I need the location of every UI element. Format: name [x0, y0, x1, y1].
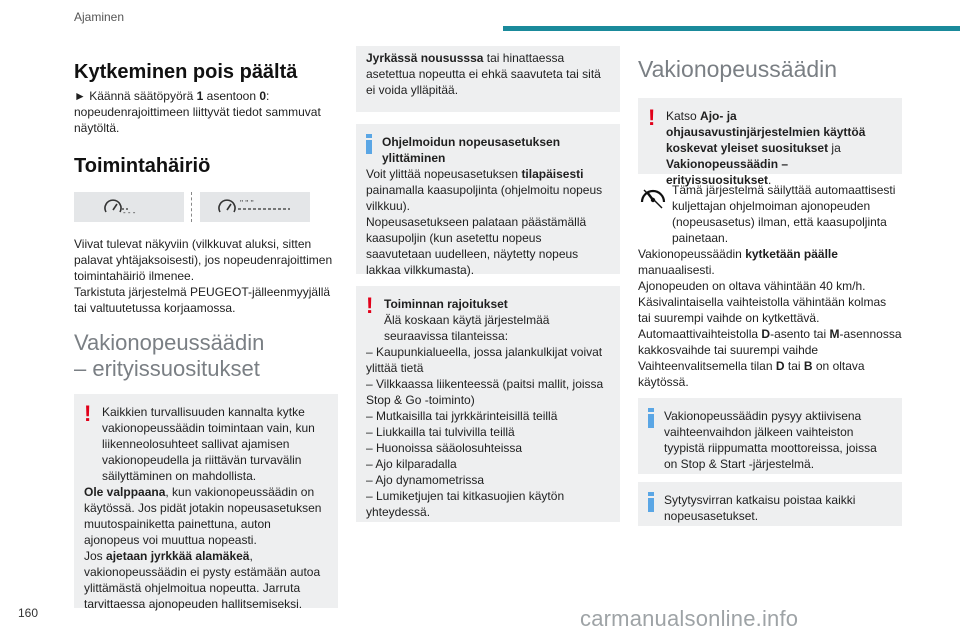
- warning-icon: !: [366, 293, 374, 318]
- column-1: [74, 60, 338, 611]
- cruise-intro: [638, 182, 902, 246]
- warning-text-b: Ole valppaana, kun vakionopeussäädin on käytössä. Jos pidät jotakin nopeusasetuksen muutospainiketta painettuna, auton ajonopeus voi muuttua nopeasti.: [84, 485, 322, 547]
- heading-cruise-control: Vakionopeussäädin: [638, 56, 838, 82]
- column-3: [638, 46, 902, 526]
- ignition-text: Sytytysvirran katkaisu poistaa kaikki nopeusasetukset.: [664, 493, 856, 523]
- warning-icon: !: [84, 401, 92, 426]
- limits-list-item: – Ajo kilparadalla: [366, 457, 457, 471]
- cruise-intro-text-first: Tämä järjestelmä säilyttää automaattisesti kuljettajan ohjelmoiman ajonopeuden (nopeusasetus) ilman, että kaasupoljinta painetaan.: [672, 183, 896, 245]
- warning-box-see-also: [638, 98, 902, 187]
- paragraph-auto-gear: Automaattivaihteistolla D-asento tai M-asennossa kakkosvaihde tai suurempi vaihde Vaihteenvalitsemella tilan D tai B on oltava käytössä.: [638, 327, 902, 389]
- limits-title: Toiminnan rajoitukset: [384, 297, 508, 311]
- limiter-icons: [74, 192, 338, 222]
- heading-cruise-specific: Vakionopeussäädin – erityissuositukset: [74, 330, 265, 381]
- info-box-ignition: [638, 482, 902, 526]
- watermark: carmanualsonline.info: [580, 606, 799, 631]
- info-text-2: Nopeusasetukseen palataan päästämällä kaasupoljin (kun asetettu nopeus saavutetaan uudelleen, näytetty nopeus lakkaa vilkkumasta).: [366, 215, 587, 277]
- info-title: Ohjelmoidun nopeusasetuksen ylittäminen: [382, 135, 561, 165]
- uphill-text: Jyrkässä noususssa tai hinattaessa asetettua nopeutta ei ehkä saavuteta tai sitä ei voida ylläpitää.: [366, 51, 601, 97]
- paragraph-manual-gear: Käsivalintaisella vaihteistolla vähintään kolmas tai suurempi vaihde on kytkettävä.: [638, 295, 887, 325]
- paragraph-check-dealer: Tarkistuta järjestelmä PEUGEOT-jälleenmyyjällä tai valtuutetussa korjaamossa.: [74, 285, 331, 315]
- limits-list: [366, 344, 610, 520]
- info-icon: [648, 408, 654, 428]
- paragraph-activation: Vakionopeussäädin kytketään päälle manuaalisesti.: [638, 247, 838, 277]
- section-label: Ajaminen: [74, 10, 125, 24]
- svg-text:- - -: - - -: [123, 208, 136, 217]
- header-accent-bar: [503, 26, 960, 31]
- info-text-1: Voit ylittää nopeusasetuksen tilapäisesti painamalla kaasupoljinta (ohjelmoitu nopeus vilkkuu).: [366, 167, 603, 213]
- speedometer-limiter-icon: [74, 192, 184, 222]
- svg-text:'' '' '': '' '' '': [240, 199, 254, 208]
- icon-divider: [184, 192, 200, 222]
- limits-list-item: – Vilkkaassa liikenteessä (paitsi mallit, joissa Stop & Go -toiminto): [366, 377, 604, 407]
- note-box-uphill: [356, 46, 620, 112]
- warning-text-c: Jos ajetaan jyrkkää alamäkeä, vakionopeussäädin ei pysty estämään autoa ylittämästä ohjelmoitua nopeutta. Jarruta tarvittaessa ajonopeuden hallitsemiseksi.: [84, 549, 321, 611]
- warning-box-limits: [356, 286, 620, 522]
- info-icon: [648, 492, 654, 512]
- speedometer-limiter-dashed-icon: [200, 192, 310, 222]
- warning-icon: !: [648, 105, 656, 130]
- info-icon: [366, 134, 372, 154]
- limits-list-item: – Huonoissa sääolosuhteissa: [366, 441, 523, 455]
- stop-start-text: Vakionopeussäädin pysyy aktiivisena vaihteenvaihdon jälkeen vaihteiston tyypistä riippumatta moottoreissa, joissa on Stop & Start -järjestelmä.: [664, 409, 877, 471]
- info-box-overriding: [356, 124, 620, 277]
- warning-text-a: Kaikkien turvallisuuden kannalta kytke vakionopeussäädin toimintaan vain, kun liikenneolosuhteet sallivat ajamisen vakionopeudella ja riittävän turvavälin säilyttäminen on mahdollista.: [102, 405, 315, 483]
- heading-switching-off: Kytkeminen pois päältä: [74, 61, 298, 83]
- limits-list-item: – Kaupunkialueella, jossa jalankulkijat voivat ylittää tietä: [366, 345, 603, 375]
- paragraph-switch-off: ► Käännä säätöpyörä 1 asentoon 0: nopeudenrajoittimeen liittyvät tiedot sammuvat näytöltä.: [74, 89, 321, 135]
- limits-list-item: – Lumiketjujen tai kitkasuojien käytön yhteydessä.: [366, 489, 565, 519]
- paragraph-malfunction: Viivat tulevat näkyviin (vilkkuvat aluksi, sitten palavat yhtäjaksoisesti), jos nopeudenrajoittimen toimintahäiriö ilmenee.: [74, 237, 333, 283]
- page-number: 160: [18, 606, 39, 620]
- info-box-stop-start: [638, 398, 902, 474]
- cruise-control-icon: [638, 182, 672, 212]
- heading-malfunction: Toimintahäiriö: [74, 155, 211, 177]
- limits-list-item: – Liukkailla tai tulvivilla teillä: [366, 425, 515, 439]
- warning-box-safety: [74, 394, 338, 611]
- limits-intro-first: Älä koskaan käytä järjestelmää seuraavissa tilanteissa:: [384, 313, 550, 343]
- limits-list-item: – Ajo dynamometrissa: [366, 473, 485, 487]
- paragraph-min-speed: Ajonopeuden on oltava vähintään 40 km/h.: [638, 279, 866, 293]
- column-2: [356, 46, 620, 522]
- see-also-text: Katso Ajo- ja ohjausavustinjärjestelmien käyttöä koskevat yleiset suositukset ja Vakionopeussäädin – erityissuositukset.: [666, 109, 866, 187]
- limits-list-item: – Mutkaisilla tai jyrkkärinteisillä teillä: [366, 409, 558, 423]
